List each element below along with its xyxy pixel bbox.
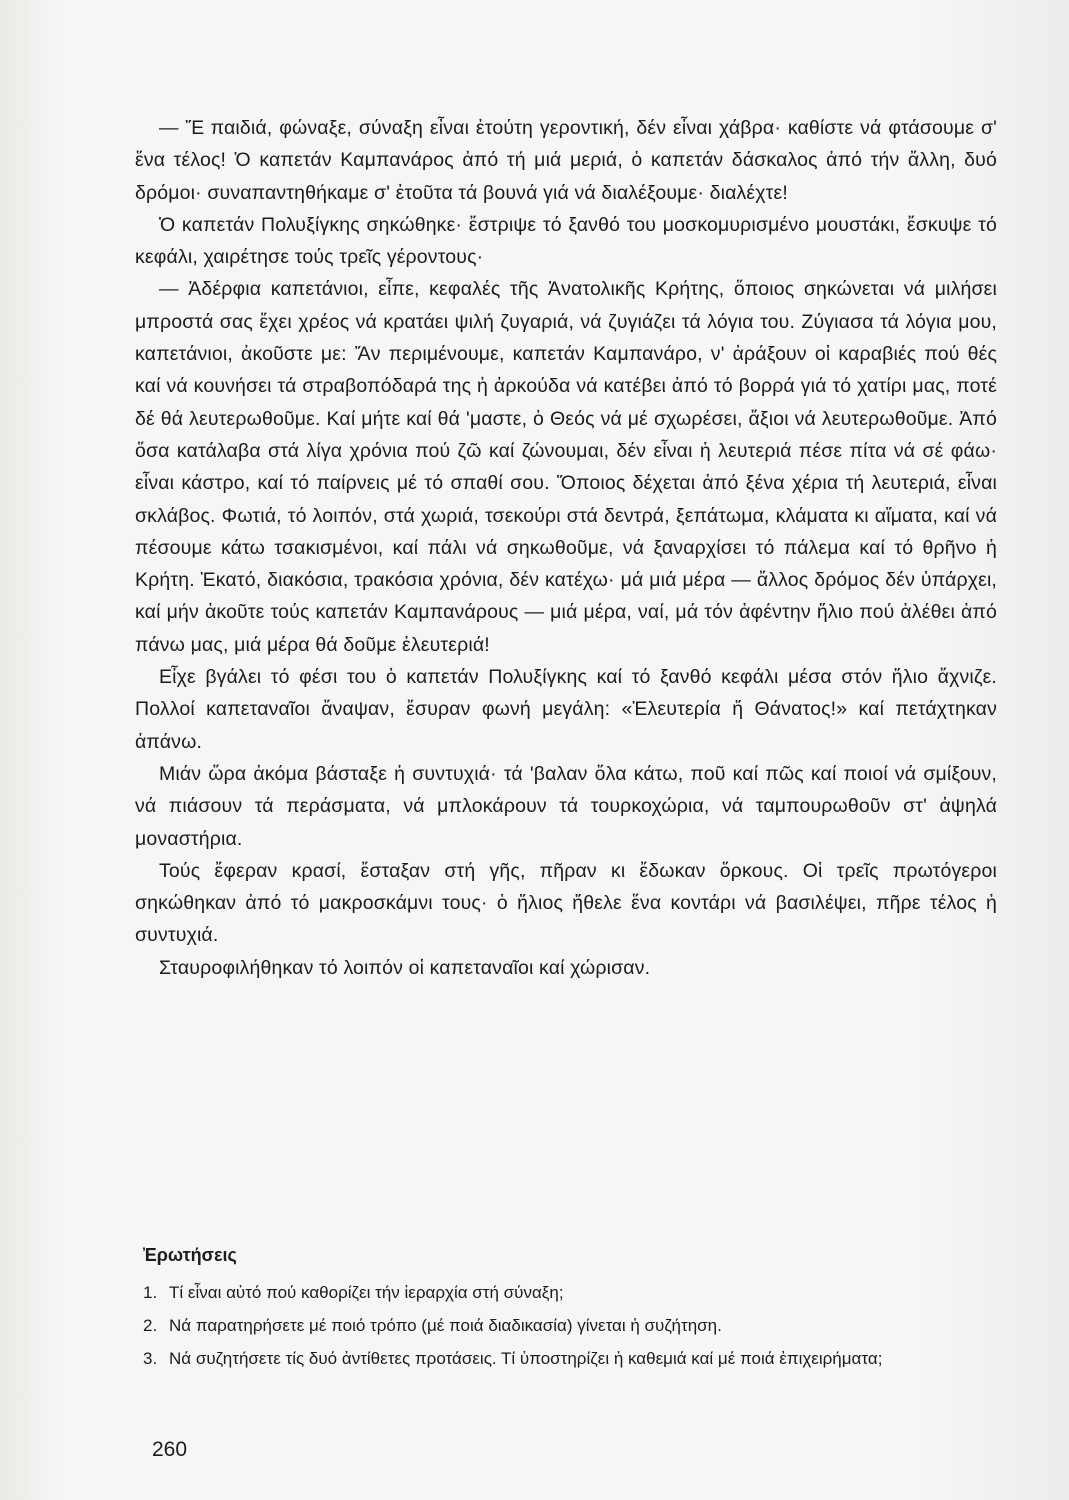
body-text [135,112,997,984]
question-number: 1. [143,1283,158,1302]
question-number: 2. [143,1316,158,1335]
page-number: 260 [152,1438,188,1461]
question-text: Νά συζητήσετε τίς δυό ἀντίθετες προτάσεις. Τί ὑποστηρίζει ἡ καθεμιά καί μέ ποιά ἐπιχειρήματα; [169,1349,883,1368]
paragraph: — Ἔ παιδιά, φώναξε, σύναξη εἶναι ἐτούτη γεροντική, δέν εἶναι χάβρα· καθίστε νά φτάσουμε σ' ἕνα τέλος! Ὁ καπετάν Καμπανάρος ἀπό τή μιά μεριά, ὁ καπετάν δάσκαλος ἀπό τήν ἄλλη, δυό δρόμοι· συναπαντηθήκαμε σ' ἐτοῦτα τά βουνά γιά νά διαλέξουμε· διαλέχτε! [135,117,997,204]
paragraph: Μιάν ὥρα ἀκόμα βάσταξε ἡ συντυχιά· τά 'βαλαν ὅλα κάτω, ποῦ καί πῶς καί ποιοί νά σμίξουν, νά πιάσουν τά περάσματα, νά μπλοκάρουν τά τουρκοχώρια, νά ταμπουρωθοῦν στ' ἀψηλά μοναστήρια. [135,762,997,850]
questions-heading: Ἐρωτήσεις [143,1245,237,1265]
paragraph: Σταυροφιλήθηκαν τό λοιπόν οἱ καπεταναῖοι καί χώρισαν. [159,956,651,979]
question-text: Νά παρατηρήσετε μέ ποιό τρόπο (μέ ποιά διαδικασία) γίνεται ἡ συζήτηση. [169,1316,722,1335]
questions-section [143,1245,1013,1377]
question-item [143,1344,1013,1373]
paragraph: Εἶχε βγάλει τό φέσι του ὁ καπετάν Πολυξίγκης καί τό ξανθό κεφάλι μέσα στόν ἥλιο ἄχνιζε. Πολλοί καπεταναῖοι ἄναψαν, ἔσυραν φωνή μεγάλη: «Ἐλευτερία ἤ Θάνατος!» καί πετάχτηκαν ἀπάνω. [135,666,997,753]
question-list [143,1278,1013,1373]
question-number: 3. [143,1349,158,1368]
question-item [143,1278,1013,1307]
paragraph: Ὁ καπετάν Πολυξίγκης σηκώθηκε· ἔστριψε τό ξανθό του μοσκομυρισμένο μουστάκι, ἔσκυψε τό κεφάλι, χαιρέτησε τούς τρεῖς γέροντους· [135,213,997,269]
paragraph: Τούς ἔφεραν κρασί, ἔσταξαν στή γῆς, πῆραν κι ἔδωκαν ὅρκους. Οἱ τρεῖς πρωτόγεροι σηκώθηκαν ἀπό τό μακροσκάμνι τους· ὁ ἥλιος ἤθελε ἕνα κοντάρι νά βασιλέψει, πῆρε τέλος ἡ συντυχιά. [135,859,997,947]
paragraph: — Ἀδέρφια καπετάνιοι, εἶπε, κεφαλές τῆς Ἀνατολικῆς Κρήτης, ὅποιος σηκώνεται νά μιλήσει μπροστά σας ἔχει χρέος νά κρατάει ψιλή ζυγαριά, νά ζυγιάζει τά λόγια του. Ζύγιασα τά λόγια μου, καπετάνιοι, ἀκοῦστε με: Ἄν περιμένουμε, καπετάν Καμπανάρο, ν' ἀράξουν οἱ καραβιές πού θές καί νά κουνήσει τά στραβοπόδαρά της ἡ ἀρκούδα νά κατέβει ἀπό τό βορρά γιά τό χατίρι μας, ποτέ δέ θά λευτερωθοῦμε. Καί μήτε καί θά 'μαστε, ὁ Θεός νά μέ σχωρέσει, ἄξιοι νά λευτερωθοῦμε. Ἀπό ὅσα κατάλαβα στά λίγα χρόνια πού ζῶ καί ζώνουμαι, δέν εἶναι ἡ λευτεριά πέσε πίτα νά σέ φάω· εἶναι κάστρο, καί τό παίρνεις μέ τό σπαθί σου. Ὅποιος δέχεται ἀπό ξένα χέρια τή λευτεριά, εἶναι σκλάβος. Φωτιά, τό λοιπόν, στά χωριά, τσεκούρι στά δεντρά, ξεπάτωμα, κλάματα κι αἵματα, καί νά πέσουμε κάτω τσακισμένοι, καί πάλι νά σηκωθοῦμε, νά ξαναρχίσει τό πάλεμα καί τό θρῆνο ἡ Κρήτη. Ἑκατό, διακόσια, τρακόσια χρόνια, δέν κατέχω· μά μιά μέρα — ἄλλος δρόμος δέν ὑπάρχει, καί μήν ἀκοῦτε τούς καπετάν Καμπανάρους — μιά μέρα, ναί, μά τόν ἀφέντην ἥλιο πού ἁλέθει ἀπό πάνω μας, μιά μέρα θά δοῦμε ἐλευτεριά! [135,278,997,656]
question-text: Τί εἶναι αὐτό πού καθορίζει τήν ἱεραρχία στή σύναξη; [169,1283,564,1302]
question-item [143,1311,1013,1340]
